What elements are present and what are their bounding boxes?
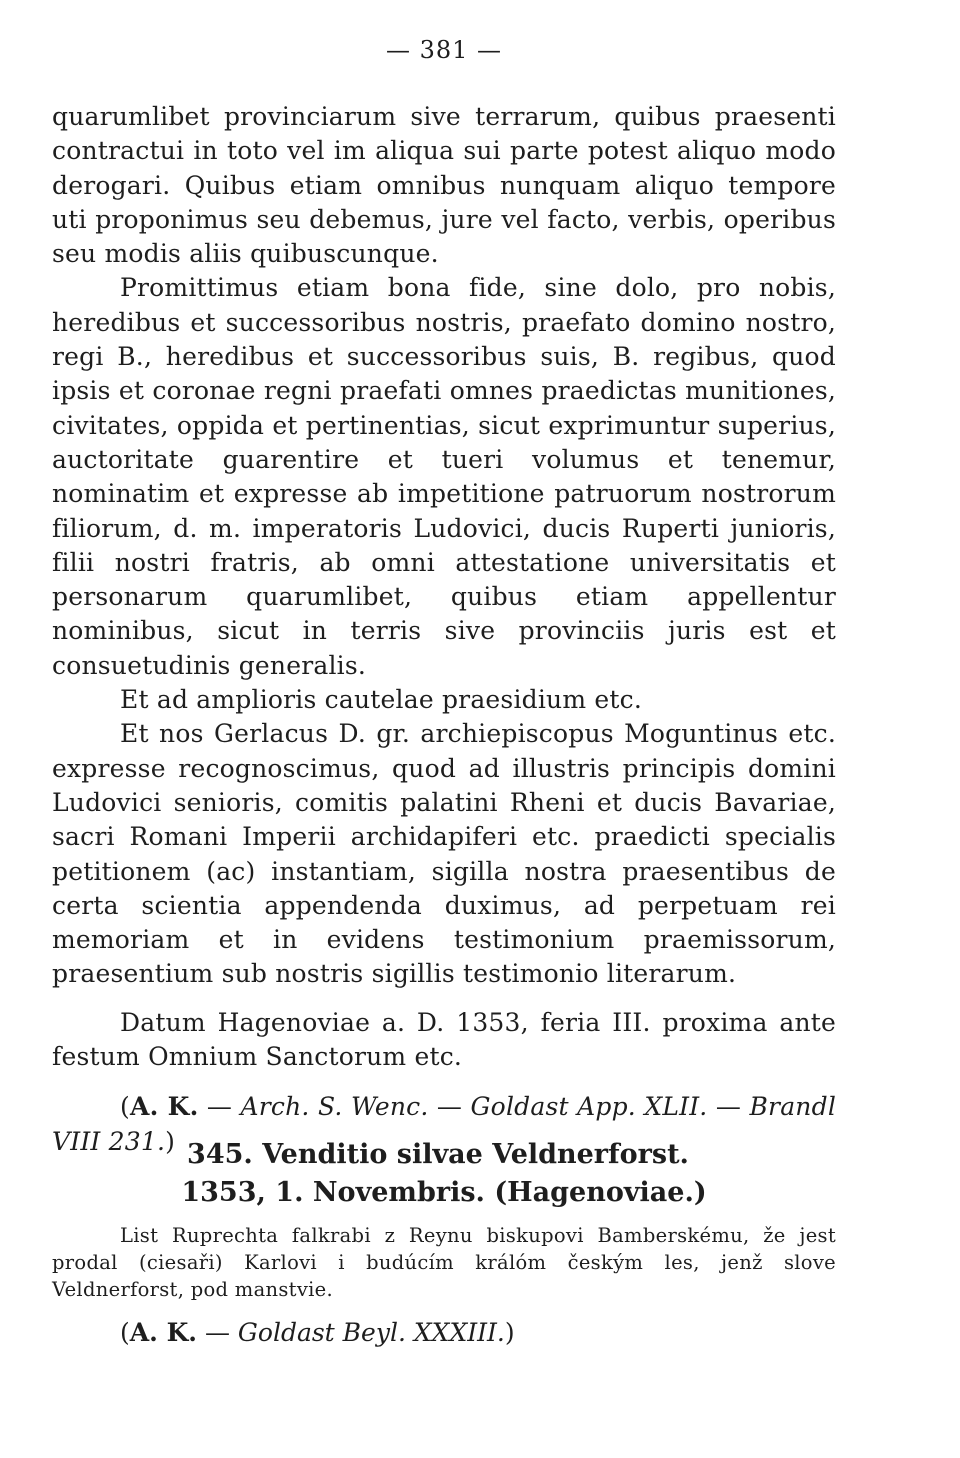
source-close-paren: ) <box>165 1126 176 1156</box>
source-dash: — <box>707 1092 750 1122</box>
charter-title: 345. Venditio silvae Veldnerforst. <box>187 1139 689 1170</box>
source-open-paren: ( <box>120 1318 130 1347</box>
paragraph-promittimus: Promittimus etiam bona fide, sine dolo, pro nobis, heredibus et successoribus nostris, praefato domino nostro, regi B., heredibus et successoribus suis, B. regibus, quod ipsis et coronae regni praefati omnes praedictas munitiones, civitates, oppida et pertinentias, sicut exprimuntur superius, auctoritate guarentire et tueri volumus et tenemur, nominatim et expresse ab impetitione patruorum nostrorum filiorum, d. m. imperatoris Ludovici, ducis Ruperti junioris, filii nostri fratris, ab omni attestatione universitatis et personarum quarumlibet, quibus etiam appellentur nominibus, sicut in terris sive provinciis juris est et consuetudinis generalis. <box>52 273 836 680</box>
paragraph-cautelae: Et ad amplioris cautelae praesidium etc. <box>120 685 642 715</box>
paragraph-gerlacus: Et nos Gerlacus D. gr. archiepiscopus Moguntinus etc. expresse recognoscimus, quod ad illustris principis domini Ludovici senioris, comitis palatini Rheni et ducis Bavariae, sacri Romani Imperii archidapiferi etc. praedicti specialis petitionem (ac) instantiam, sigilla nostra praesentibus de certa scientia appendenda duximus, ad perpetuam rei memoriam et in evidens testimonium praemissorum, praesentium sub nostris sigillis testimonio literarum. <box>52 719 836 989</box>
source-brandl: Brandl VIII 231. <box>52 1092 837 1156</box>
source-dash: — <box>197 1318 238 1347</box>
source-archive: Arch. S. Wenc. <box>240 1092 429 1122</box>
paragraph-continuation: quarumlibet provinciarum sive terrarum, quibus praesenti contractui in toto vel im aliqua sui parte potest aliquo modo derogari. Quibus etiam omnibus nunquam aliquo tempore uti proponimus seu debemus, jure vel facto, verbis, operibus seu modis aliis quibuscunque. <box>52 102 836 269</box>
page-number: — 381 — <box>385 36 503 64</box>
charter-heading <box>52 1136 836 1212</box>
source-goldast: Goldast App. XLII. <box>470 1092 708 1122</box>
document-body <box>52 100 836 1159</box>
source-siglum: A. K. <box>129 1092 199 1122</box>
regest-summary: List Ruprechta falkrabi z Reynu biskupovi Bamberskému, že jest prodal (ciesaři) Karlovi i budúcím králóm českým les, jenž slove Veldnerforst, pod manstvie. <box>52 1224 836 1301</box>
source-goldast: Goldast Beyl. XXXIII. <box>237 1318 505 1347</box>
source-siglum: A. K. <box>129 1318 198 1347</box>
source-dash: — <box>198 1092 241 1122</box>
paragraph-datum: Datum Hagenoviae a. D. 1353, feria III. proxima ante festum Omnium Sanctorum etc. <box>52 1007 836 1072</box>
source-close-paren: ) <box>504 1318 515 1347</box>
source-citation-bottom <box>120 1316 515 1350</box>
source-dash: — <box>428 1092 471 1122</box>
charter-date: 1353, 1. Novembris. (Hagenoviae.) <box>181 1177 707 1208</box>
source-open-paren: ( <box>120 1092 130 1122</box>
